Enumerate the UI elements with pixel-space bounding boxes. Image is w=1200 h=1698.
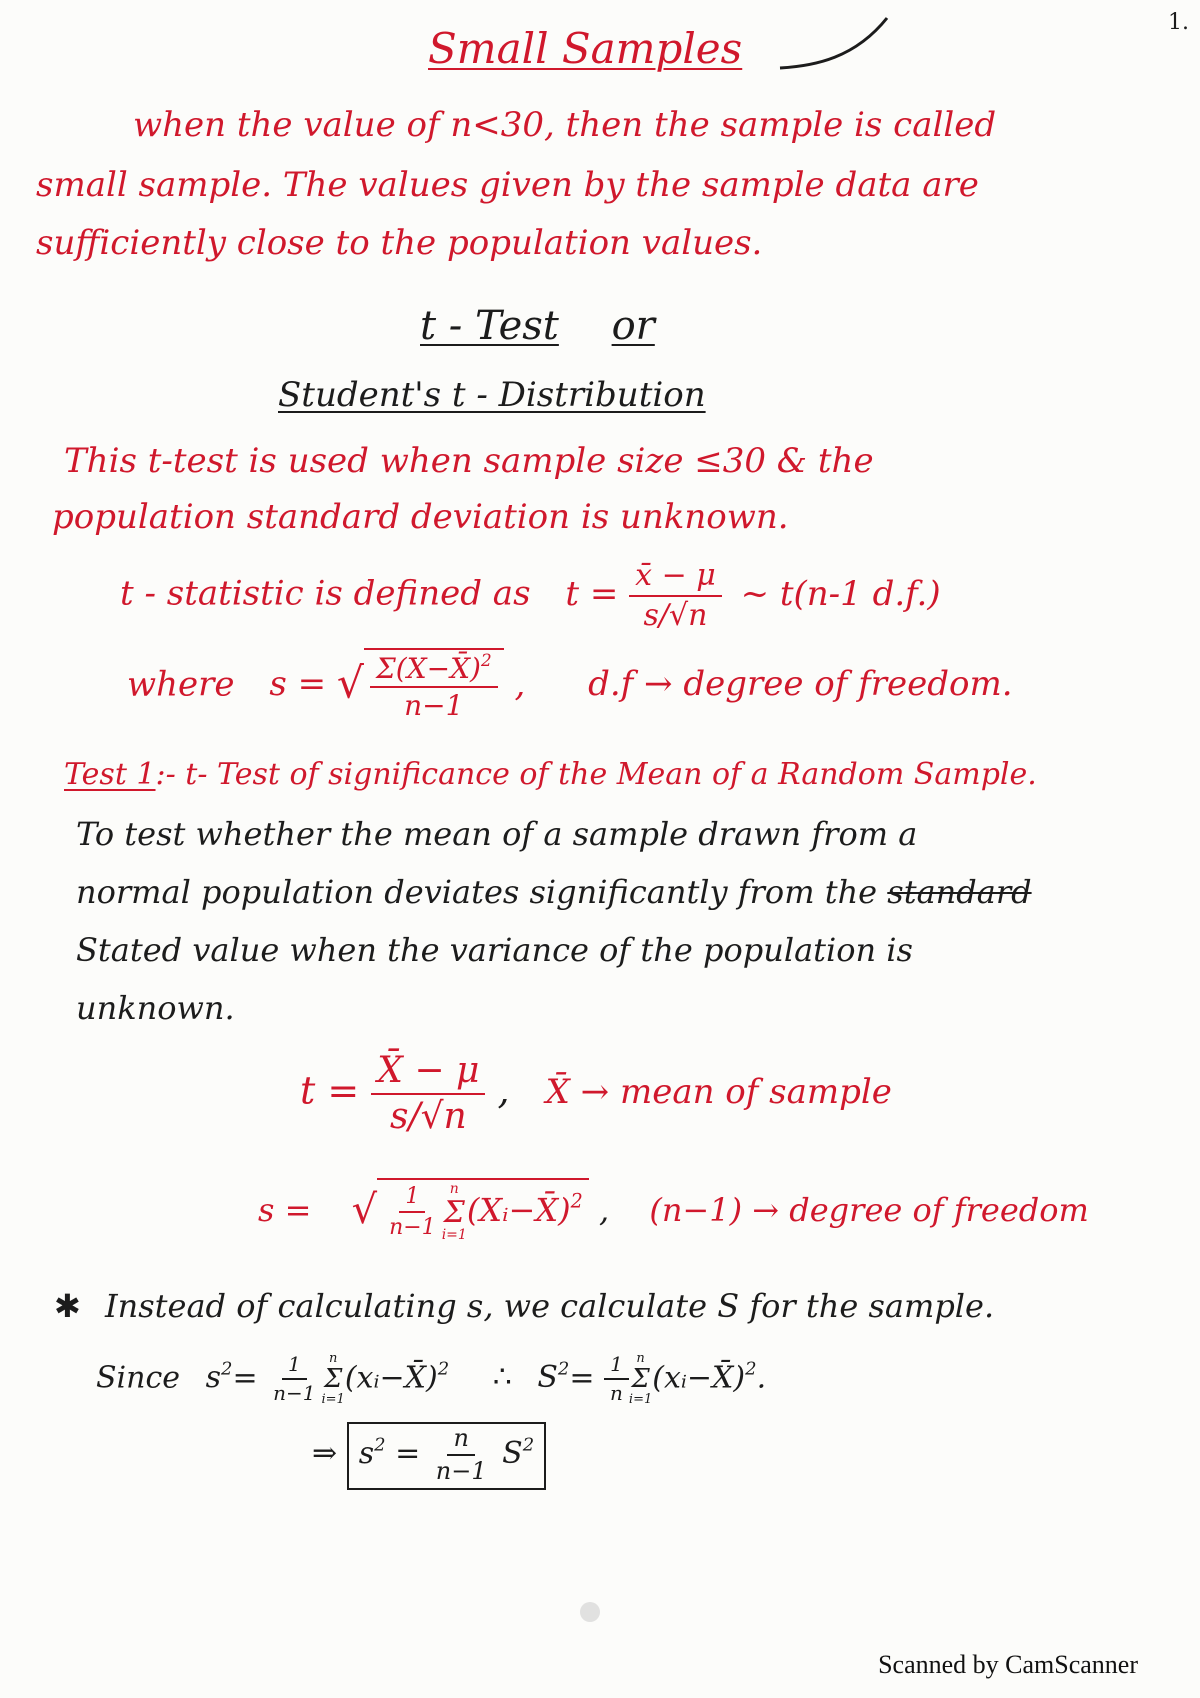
- result-line: [312, 1422, 546, 1490]
- result-eq: =: [395, 1436, 421, 1472]
- t-equals: t =: [565, 573, 619, 614]
- heading-t-test: [420, 303, 655, 349]
- intro-line-1: when the value of n<30, then the sample is called: [133, 105, 997, 145]
- formula-t-denominator: s/√n: [389, 1095, 467, 1137]
- since-line: Since $s^2=$ $\frac{1}{n-1}$ n Σ i=1 (xᵢ−X̄)$^2$ ∴ $S^2=$ $\frac{1}{n}$ n Σ i=1 (xᵢ−X̄)$^2$.: [96, 1351, 767, 1407]
- heading-or: or: [611, 303, 655, 349]
- formula-s-coeff-num: 1: [399, 1185, 425, 1213]
- test1-line-2-text: normal population deviates significantly from the: [76, 873, 878, 911]
- test1-title-text: :- t- Test of significance of the Mean of a Random Sample.: [155, 757, 1037, 792]
- formula-s: [258, 1178, 1089, 1243]
- result-coeff-num: n: [447, 1426, 474, 1456]
- t-distribution: ~ t(n-1 d.f.): [740, 573, 941, 614]
- formula-s-sum-top: n: [449, 1181, 459, 1197]
- since-coeff-1-den: n−1: [273, 1381, 316, 1406]
- since-coeff-1: [267, 1354, 321, 1404]
- s-numerator-text: Σ(X−X̄): [375, 651, 481, 685]
- sqrt-icon: √: [351, 1186, 378, 1233]
- usage-line-2: population standard deviation is unknown.: [52, 497, 789, 537]
- s-equals: s =: [269, 664, 327, 705]
- result-lhs-exp: 2: [374, 1434, 386, 1456]
- result-coeff: [430, 1426, 493, 1484]
- result-lhs: s: [358, 1436, 375, 1472]
- since-body-2: (xᵢ−X̄): [652, 1360, 746, 1396]
- test1-line-4: unknown.: [76, 989, 235, 1027]
- instead-text: Instead of calculating s, we calculate S for the sample.: [104, 1287, 995, 1325]
- instead-line: [54, 1287, 995, 1325]
- result-box: [347, 1422, 547, 1490]
- since-s-exp: 2: [220, 1358, 233, 1380]
- since-body-1: (xᵢ−X̄): [344, 1360, 438, 1396]
- since-body-2-exp: 2: [745, 1358, 757, 1380]
- since-sum-1: [322, 1352, 345, 1407]
- since-sum-2: [629, 1352, 652, 1407]
- where-comma: ,: [514, 664, 526, 705]
- formula-t-equals: t =: [300, 1068, 360, 1113]
- test1-line-1: To test whether the mean of a sample drawn from a: [76, 815, 918, 853]
- test1-title: [64, 757, 1037, 792]
- t-denominator: s/√n: [643, 597, 708, 633]
- scanner-watermark: Scanned by CamScanner: [878, 1650, 1138, 1679]
- title-flourish: [775, 10, 895, 80]
- s-numerator-exp: 2: [480, 650, 492, 670]
- test1-struck-word: standard: [887, 873, 1032, 911]
- formula-s-sum-bottom: i=1: [441, 1227, 467, 1244]
- asterisk-icon: ✱: [54, 1287, 81, 1325]
- since-coeff-2-den: n: [610, 1381, 623, 1406]
- since-coeff-2-num: 1: [604, 1354, 629, 1380]
- test1-label: Test 1: [64, 757, 156, 792]
- implies-icon: ⇒: [312, 1436, 338, 1472]
- therefore-icon: ∴: [492, 1360, 512, 1396]
- formula-s-coeff: [383, 1185, 442, 1239]
- s-radicand: [364, 648, 504, 721]
- formula-t-note: X̄ → mean of sample: [545, 1072, 892, 1113]
- page-number: 1.: [1168, 10, 1189, 35]
- since-label: Since: [96, 1360, 181, 1396]
- paper-smudge: [570, 1592, 610, 1632]
- heading-t-test-text: t - Test: [420, 303, 559, 349]
- since-sum-1-top: n: [328, 1351, 338, 1366]
- heading-students-t: Student's t - Distribution: [278, 375, 706, 415]
- sigma-icon: Σ: [323, 1363, 343, 1394]
- result-rhs: S: [502, 1436, 523, 1472]
- t-fraction: [629, 560, 722, 631]
- formula-s-sum: [442, 1182, 467, 1243]
- test1-line-3: Stated value when the variance of the population is: [76, 931, 913, 969]
- formula-s-equals: s =: [258, 1190, 312, 1229]
- formula-s-body: (Xᵢ−X̄): [466, 1190, 571, 1229]
- formula-t-fraction: [371, 1052, 485, 1136]
- formula-t-numerator: X̄ − μ: [371, 1052, 485, 1095]
- since-period: .: [756, 1360, 767, 1396]
- s-denominator: n−1: [404, 689, 464, 723]
- result-rhs-exp: 2: [522, 1434, 535, 1456]
- t-statistic-lead: t - statistic is defined as: [120, 573, 531, 614]
- test1-line-2: [76, 873, 1032, 911]
- usage-line-1: This t-test is used when sample size ≤30 & the: [64, 441, 874, 481]
- formula-t: [300, 1052, 892, 1136]
- since-S-exp: 2: [557, 1358, 570, 1380]
- df-note: d.f → degree of freedom.: [588, 664, 1013, 705]
- result-coeff-den: n−1: [435, 1457, 487, 1486]
- formula-s-radicand: [377, 1178, 589, 1243]
- intro-line-2: small sample. The values given by the sample data are: [36, 165, 979, 205]
- where-s-definition: [127, 648, 1013, 721]
- since-coeff-2: [604, 1354, 629, 1404]
- since-S: S: [537, 1360, 558, 1396]
- since-coeff-1-num: 1: [282, 1354, 307, 1380]
- formula-s-body-exp: 2: [570, 1189, 583, 1213]
- since-sum-2-top: n: [636, 1351, 645, 1366]
- where-label: where: [127, 664, 235, 705]
- sigma-icon: Σ: [631, 1363, 650, 1394]
- sigma-icon: Σ: [443, 1194, 465, 1230]
- formula-s-coeff-den: n−1: [389, 1215, 436, 1241]
- s-fraction: [370, 652, 498, 721]
- since-body-1-exp: 2: [437, 1358, 450, 1380]
- since-sum-1-bottom: i=1: [321, 1391, 345, 1407]
- page-title: Small Samples: [428, 24, 743, 73]
- sqrt-icon: √: [336, 659, 364, 709]
- since-s: s: [205, 1360, 221, 1396]
- intro-line-3: sufficiently close to the population values.: [36, 223, 763, 263]
- t-numerator: x̄ − μ: [629, 560, 722, 597]
- formula-s-note: (n−1) → degree of freedom: [649, 1190, 1089, 1229]
- s-numerator: [370, 652, 498, 688]
- formula-s-comma: ,: [598, 1190, 610, 1229]
- since-sum-2-bottom: i=1: [628, 1391, 653, 1407]
- formula-t-comma: ,: [497, 1068, 510, 1113]
- t-statistic-definition: [120, 560, 941, 631]
